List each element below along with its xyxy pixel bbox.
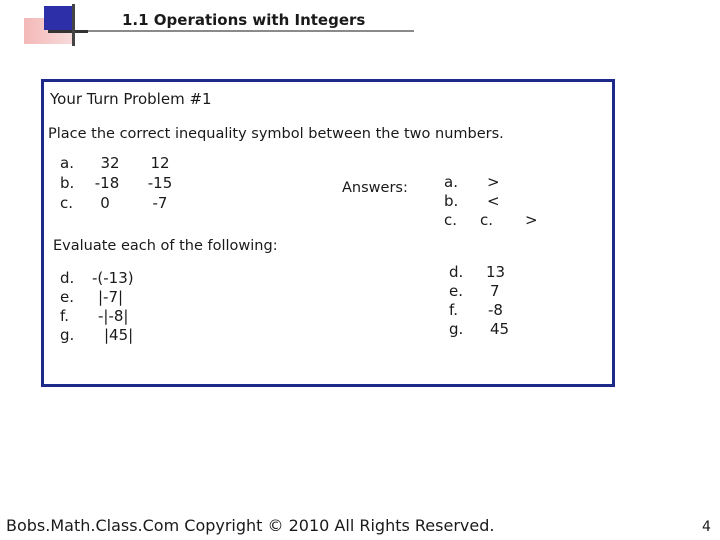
page-number: 4: [702, 519, 711, 535]
answer-letter: d.: [449, 263, 464, 281]
compare-left: -18: [94, 174, 120, 192]
compare-right: -15: [147, 174, 173, 192]
compare-letter: a.: [60, 154, 74, 172]
answer-value: >: [525, 211, 538, 229]
compare-left: 0: [100, 194, 110, 212]
answer-letter: b.: [444, 192, 459, 210]
header-decoration-blue: [44, 6, 72, 30]
answer-value: >: [487, 173, 500, 191]
header-rule: [48, 30, 414, 32]
evaluate-expression: -|-8|: [98, 307, 129, 325]
answer-value: -8: [488, 301, 503, 319]
header-vertical-rule: [72, 4, 75, 46]
compare-letter: b.: [60, 174, 75, 192]
problem-heading: Your Turn Problem #1: [50, 90, 212, 108]
answer-letter: a.: [444, 173, 458, 191]
evaluate-letter: g.: [60, 326, 75, 344]
answer-value: <: [487, 192, 500, 210]
evaluate-expression: |-7|: [98, 288, 124, 306]
compare-letter: c.: [60, 194, 74, 212]
compare-right: -7: [152, 194, 168, 212]
answer-letter: g.: [449, 320, 464, 338]
answer-value: 7: [490, 282, 500, 300]
evaluate-letter: e.: [60, 288, 74, 306]
answer-value: c.: [480, 211, 494, 229]
compare-right: 12: [150, 154, 170, 172]
compare-left: 32: [100, 154, 120, 172]
evaluate-expression: -(-13): [92, 269, 134, 287]
evaluate-expression: |45|: [104, 326, 134, 344]
footer-copyright: Bobs.Math.Class.Com Copyright © 2010 All Rights Reserved.: [6, 516, 495, 535]
slide-title: 1.1 Operations with Integers: [122, 11, 366, 29]
answer-value: 13: [486, 263, 506, 281]
header-rule-accent: [48, 30, 88, 33]
answer-letter: c.: [444, 211, 458, 229]
answer-letter: e.: [449, 282, 463, 300]
evaluate-letter: d.: [60, 269, 75, 287]
answer-letter: f.: [449, 301, 458, 319]
evaluate-letter: f.: [60, 307, 69, 325]
problem-instruction: Place the correct inequality symbol between the two numbers.: [48, 126, 504, 142]
answer-value: 45: [490, 320, 510, 338]
evaluate-instruction: Evaluate each of the following:: [53, 238, 278, 254]
answers-label: Answers:: [342, 180, 408, 196]
